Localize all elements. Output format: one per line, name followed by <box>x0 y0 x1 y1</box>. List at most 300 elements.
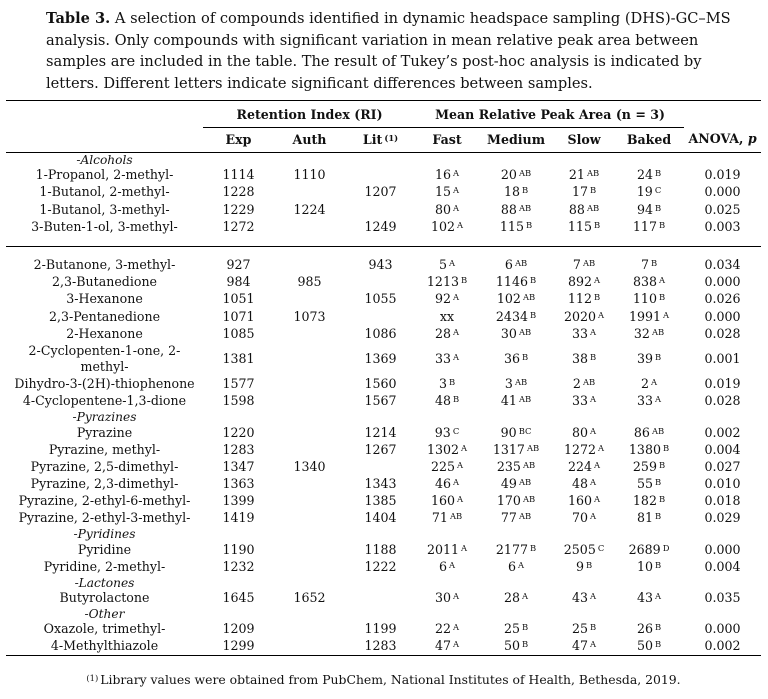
tukey-letter: A <box>518 559 525 570</box>
ri-lit-cell: 1249 <box>364 218 397 234</box>
tukey-letter: B <box>654 351 662 362</box>
ri-exp-cell: 1229 <box>222 201 255 217</box>
tukey-letter: B <box>658 219 666 230</box>
area-value: 33 <box>434 350 452 366</box>
ri-auth-cell <box>274 476 345 493</box>
col-lit-header <box>345 128 416 153</box>
area-value: 43 <box>571 590 589 606</box>
area-value: 110 <box>632 291 657 307</box>
area-medium-cell <box>478 274 554 291</box>
area-slow-cell <box>554 167 614 184</box>
area-medium-cell <box>478 376 554 393</box>
tukey-letter: AB <box>518 394 532 405</box>
tukey-letter: A <box>598 309 605 320</box>
area-value: 88 <box>568 201 585 217</box>
ri-auth-cell <box>274 424 345 441</box>
area-baked-cell <box>614 376 684 393</box>
area-value: 80 <box>571 424 589 440</box>
table-row <box>6 476 761 493</box>
area-value: 102 <box>496 291 521 307</box>
tukey-letter: A <box>590 511 597 522</box>
area-baked-cell <box>614 621 684 638</box>
area-fast-cell <box>416 326 478 343</box>
tukey-letter: AB <box>522 292 536 303</box>
area-value: 86 <box>633 424 650 440</box>
tukey-letter: B <box>662 442 670 453</box>
area-fast-cell <box>416 559 478 576</box>
ri-exp-cell: 1228 <box>222 184 255 200</box>
area-value: 117 <box>632 218 657 234</box>
area-value: 2177 <box>495 541 528 557</box>
ri-lit-cell: 1267 <box>364 441 397 457</box>
ri-lit-cell: 1404 <box>364 510 397 526</box>
area-medium-cell <box>478 590 554 607</box>
anova-cell: 0.000 <box>704 541 741 557</box>
tukey-letter: B <box>585 559 593 570</box>
tukey-letter: AB <box>582 377 596 388</box>
category-row <box>6 410 761 424</box>
area-value: 1991 <box>628 308 662 324</box>
tukey-letter: A <box>453 622 460 633</box>
tukey-letter: A <box>590 326 597 337</box>
ri-exp-cell: 1232 <box>222 558 255 574</box>
ri-exp-cell: 1209 <box>222 621 255 637</box>
tukey-letter: B <box>525 219 533 230</box>
ri-auth-cell <box>274 541 345 558</box>
table-row <box>6 541 761 558</box>
tukey-letter: AB <box>526 442 540 453</box>
table-row <box>6 621 761 638</box>
compound-name: Pyrazine, 2-ethyl-3-methyl- <box>18 510 191 526</box>
area-value: 224 <box>567 458 593 474</box>
anova-cell: 0.000 <box>704 308 741 324</box>
area-baked-cell <box>614 493 684 510</box>
ri-exp-cell: 1347 <box>222 458 255 474</box>
ri-lit-cell: 1207 <box>364 184 397 200</box>
area-value: 81 <box>636 510 653 526</box>
footnote-text: Library values were obtained from PubChem, National Institutes of Health, Bethesda, 2019. <box>100 672 681 687</box>
area-value: 32 <box>633 325 650 341</box>
anova-cell: 0.000 <box>704 621 741 637</box>
compound-name: Pyrazine <box>76 424 133 440</box>
area-value: 102 <box>430 218 456 234</box>
col-slow-header: Slow <box>554 128 614 153</box>
area-value: 77 <box>500 510 517 526</box>
ri-auth-cell: 985 <box>297 274 322 290</box>
tukey-letter: B <box>460 275 468 286</box>
area-value: 115 <box>567 218 592 234</box>
anova-cell: 0.018 <box>704 493 741 509</box>
area-fast-cell <box>416 376 478 393</box>
area-medium-cell <box>478 201 554 218</box>
area-value: 25 <box>503 621 520 637</box>
tukey-letter: B <box>529 309 537 320</box>
anova-cell: 0.004 <box>704 558 741 574</box>
area-value: 1146 <box>495 274 528 290</box>
area-slow-cell <box>554 541 614 558</box>
compound-name: 3-Hexanone <box>66 291 143 307</box>
table-row <box>6 459 761 476</box>
tukey-letter: A <box>590 477 597 488</box>
tukey-letter: B <box>589 351 597 362</box>
area-baked-cell <box>614 441 684 458</box>
table-body <box>6 153 761 656</box>
tukey-letter: B <box>589 185 597 196</box>
area-medium-cell <box>478 559 554 576</box>
area-baked-cell <box>614 638 684 656</box>
ri-exp-cell: 1399 <box>222 493 255 509</box>
area-value: 21 <box>568 167 585 183</box>
tukey-letter: AB <box>449 511 463 522</box>
area-value: 115 <box>499 218 524 234</box>
tukey-letter: A <box>449 559 456 570</box>
anova-cell: 0.003 <box>704 218 741 234</box>
ri-auth-cell <box>274 219 345 236</box>
category-row <box>6 527 761 541</box>
area-value: 225 <box>430 458 456 474</box>
area-medium-cell <box>478 219 554 236</box>
area-baked-cell <box>614 541 684 558</box>
table-row <box>6 441 761 458</box>
compound-name: Dihydro-3-(2H)-thiophenone <box>14 376 195 392</box>
table-row <box>6 590 761 607</box>
area-value: 3 <box>504 376 513 392</box>
compound-name: 1-Butanol, 3-methyl- <box>39 201 170 217</box>
area-medium-cell <box>478 393 554 410</box>
area-value: 26 <box>636 621 653 637</box>
table-row <box>6 257 761 274</box>
ri-exp-cell: 1299 <box>203 638 274 656</box>
area-value: 49 <box>500 476 517 492</box>
area-fast-cell <box>416 476 478 493</box>
compound-name: Pyrazine, 2-ethyl-6-methyl- <box>18 493 191 509</box>
area-medium-cell <box>478 541 554 558</box>
tukey-letter: A <box>651 377 658 388</box>
tukey-letter: AB <box>518 202 532 213</box>
area-value: 10 <box>636 558 653 574</box>
tukey-letter: A <box>457 219 464 230</box>
compound-name: 2,3-Butanedione <box>51 274 158 290</box>
area-fast-cell <box>416 201 478 218</box>
compound-name: Pyrazine, 2,5-dimethyl- <box>30 458 179 474</box>
area-slow-cell <box>554 493 614 510</box>
area-value: 15 <box>434 184 452 200</box>
ri-auth-cell <box>274 291 345 308</box>
spacer-row <box>6 246 761 257</box>
area-value: 2434 <box>495 308 528 324</box>
area-slow-cell <box>554 257 614 274</box>
area-medium-cell <box>478 291 554 308</box>
area-slow-cell <box>554 219 614 236</box>
ri-exp-cell: 984 <box>226 274 251 290</box>
ri-auth-cell <box>274 441 345 458</box>
ri-auth-cell <box>274 326 345 343</box>
tukey-letter: A <box>594 459 601 470</box>
tukey-letter: AB <box>514 377 528 388</box>
tukey-letter: B <box>654 477 662 488</box>
area-value: 1380 <box>628 441 661 457</box>
area-medium-cell <box>478 459 554 476</box>
area-value: 1317 <box>492 441 525 457</box>
tukey-letter: A <box>453 185 460 196</box>
area-slow-cell <box>554 559 614 576</box>
area-slow-cell <box>554 638 614 656</box>
ri-lit-cell: 1055 <box>364 291 397 307</box>
ri-lit-cell: 1214 <box>364 424 397 440</box>
area-fast-cell <box>416 167 478 184</box>
ri-exp-cell: 1577 <box>222 376 255 392</box>
area-fast-cell <box>416 219 478 236</box>
tukey-letter: B <box>521 351 529 362</box>
ri-lit-cell: 943 <box>368 257 393 273</box>
tukey-letter: B <box>654 559 662 570</box>
compound-name: 4-Methylthiazole <box>6 638 203 656</box>
col-lit-label: Lit <box>362 131 383 147</box>
area-fast-cell <box>416 638 478 656</box>
anova-cell: 0.035 <box>704 590 741 606</box>
area-value: 2 <box>572 376 581 392</box>
compound-name: Pyridine <box>77 541 132 557</box>
table-row <box>6 308 761 325</box>
tukey-letter: AB <box>651 326 665 337</box>
area-slow-cell <box>554 184 614 201</box>
tukey-letter: B <box>452 394 460 405</box>
ri-lit-cell: 1343 <box>364 476 397 492</box>
anova-cell: 0.010 <box>704 476 741 492</box>
area-value: 48 <box>571 476 589 492</box>
tukey-letter: B <box>658 459 666 470</box>
compound-name: 2-Butanone, 3-methyl- <box>33 257 176 273</box>
tukey-letter: A <box>453 326 460 337</box>
area-value: 70 <box>571 510 589 526</box>
tukey-letter: A <box>453 477 460 488</box>
tukey-letter: A <box>594 494 601 505</box>
area-value: 160 <box>567 493 593 509</box>
anova-cell: 0.001 <box>704 350 741 366</box>
area-slow-cell <box>554 308 614 325</box>
ri-exp-cell: 1085 <box>222 325 255 341</box>
area-value: 7 <box>640 257 649 273</box>
anova-cell: 0.026 <box>704 291 741 307</box>
ri-auth-cell <box>274 376 345 393</box>
anova-cell: 0.000 <box>704 274 741 290</box>
ri-auth-cell <box>274 559 345 576</box>
tukey-letter: A <box>461 442 468 453</box>
ri-auth-cell: 1110 <box>293 167 326 183</box>
ri-exp-cell: 1071 <box>222 308 255 324</box>
area-baked-cell <box>614 291 684 308</box>
table-row <box>6 510 761 527</box>
tukey-letter: B <box>650 258 658 269</box>
area-baked-cell <box>614 590 684 607</box>
area-value: 112 <box>567 291 592 307</box>
table-row <box>6 376 761 393</box>
ri-exp-cell: 1190 <box>222 541 255 557</box>
anova-cell: 0.029 <box>704 510 741 526</box>
area-value: 170 <box>496 493 521 509</box>
table-row <box>6 493 761 510</box>
anova-cell: 0.027 <box>704 458 741 474</box>
ri-auth-cell: 1224 <box>293 201 326 217</box>
compound-name: 3-Buten-1-ol, 3-methyl- <box>31 218 178 234</box>
area-value: 2689 <box>628 541 661 557</box>
tukey-letter: AB <box>518 168 532 179</box>
area-value: 38 <box>571 350 588 366</box>
area-value: 892 <box>567 274 593 290</box>
col-exp-header: Exp <box>203 128 274 153</box>
tukey-letter: B <box>521 639 529 650</box>
area-medium-cell <box>478 184 554 201</box>
area-slow-cell <box>554 376 614 393</box>
compound-name: Pyridine, 2-methyl- <box>43 558 166 574</box>
anova-cell: 0.028 <box>704 393 741 409</box>
ri-exp-cell: 1645 <box>222 590 255 606</box>
ri-lit-cell: 1385 <box>364 493 397 509</box>
area-value: 2020 <box>563 308 597 324</box>
area-value: 47 <box>434 638 452 654</box>
area-fast-cell <box>416 424 478 441</box>
category-label: -Lactones <box>74 575 135 590</box>
area-value: 71 <box>431 510 448 526</box>
tukey-letter: A <box>659 275 666 286</box>
area-fast-cell <box>416 257 478 274</box>
area-medium-cell <box>478 493 554 510</box>
area-slow-cell <box>554 291 614 308</box>
caption-text: A selection of compounds identified in dynamic headspace sampling (DHS)-GC–MS analysis. Only compounds with significant variation in mean relative peak area between samples are included in the table. The result of Tukey’s post-hoc analysis is indicated by letters. Different letters indicate significant differences between samples. <box>46 10 731 92</box>
area-value: 182 <box>632 493 657 509</box>
tukey-letter: AB <box>522 459 536 470</box>
ri-auth-cell: 1073 <box>293 308 326 324</box>
area-value: xx <box>439 308 455 324</box>
area-value: 259 <box>632 458 657 474</box>
area-slow-cell <box>554 459 614 476</box>
area-fast-cell <box>416 441 478 458</box>
table-header <box>6 101 761 153</box>
compounds-table <box>6 100 761 656</box>
area-baked-cell <box>614 201 684 218</box>
area-slow-cell <box>554 201 614 218</box>
area-value: 41 <box>500 393 517 409</box>
tukey-letter: A <box>655 591 662 602</box>
area-medium-cell <box>478 326 554 343</box>
ri-lit-cell <box>345 590 416 607</box>
ri-exp-cell: 1114 <box>222 167 255 183</box>
compound-name: Pyrazine, 2,3-dimethyl- <box>30 476 179 492</box>
tukey-letter: C <box>654 185 662 196</box>
col-fast-header: Fast <box>416 128 478 153</box>
tukey-letter: A <box>453 168 460 179</box>
ri-auth-cell <box>274 621 345 638</box>
area-slow-cell <box>554 393 614 410</box>
area-value: 28 <box>434 325 452 341</box>
area-baked-cell <box>614 219 684 236</box>
area-value: 1302 <box>426 441 460 457</box>
area-value: 235 <box>496 458 521 474</box>
ri-exp-cell: 1051 <box>222 291 255 307</box>
ri-auth-cell: 1652 <box>293 590 326 606</box>
tukey-letter: B <box>593 292 601 303</box>
tukey-letter: C <box>597 542 605 553</box>
tukey-letter: C <box>452 425 460 436</box>
tukey-letter: A <box>590 425 597 436</box>
tukey-letter: AB <box>582 258 596 269</box>
ri-auth-cell <box>274 257 345 274</box>
category-label: -Pyrazines <box>72 410 137 425</box>
ri-auth-cell <box>274 184 345 201</box>
table-caption <box>46 8 752 94</box>
tukey-letter: A <box>461 542 468 553</box>
area-baked-cell <box>614 257 684 274</box>
area-fast-cell <box>416 493 478 510</box>
ri-exp-cell: 1598 <box>222 393 255 409</box>
area-slow-cell <box>554 326 614 343</box>
area-value: 19 <box>636 184 653 200</box>
table-footnote <box>6 672 761 688</box>
area-slow-cell <box>554 274 614 291</box>
ri-lit-cell: 1283 <box>345 638 416 656</box>
tukey-letter: AB <box>586 202 600 213</box>
tukey-letter: A <box>457 459 464 470</box>
tukey-letter: AB <box>518 477 532 488</box>
area-value: 6 <box>507 558 516 574</box>
area-fast-cell <box>416 541 478 558</box>
tukey-letter: B <box>654 511 662 522</box>
area-baked-cell <box>614 343 684 376</box>
tukey-letter: B <box>654 622 662 633</box>
table-row <box>6 274 761 291</box>
area-value: 33 <box>636 393 654 409</box>
area-value: 838 <box>632 274 658 290</box>
footnote-mark: (1) <box>86 673 99 683</box>
ri-lit-cell: 1199 <box>364 621 397 637</box>
lit-footnote-mark: (1) <box>384 132 399 143</box>
ri-lit-cell: 1560 <box>364 376 397 392</box>
table-label: Table 3. <box>46 10 111 27</box>
table-row <box>6 219 761 236</box>
area-fast-cell <box>416 291 478 308</box>
tukey-letter: A <box>453 202 460 213</box>
tukey-letter: B <box>589 622 597 633</box>
tukey-letter: A <box>453 292 460 303</box>
area-medium-cell <box>478 257 554 274</box>
area-value: 93 <box>434 424 451 440</box>
ri-exp-cell: 1272 <box>222 218 255 234</box>
tukey-letter: A <box>594 275 601 286</box>
area-baked-cell <box>614 459 684 476</box>
area-baked-cell <box>614 559 684 576</box>
category-label: -Alcohols <box>76 153 133 167</box>
area-slow-cell <box>554 343 614 376</box>
area-value: 16 <box>434 167 452 183</box>
tukey-letter: B <box>658 494 666 505</box>
tukey-letter: A <box>522 591 529 602</box>
tukey-letter: A <box>449 258 456 269</box>
area-value: 3 <box>438 376 447 392</box>
col-auth-header: Auth <box>274 128 345 153</box>
area-value: 94 <box>636 201 653 217</box>
ri-lit-cell: 1369 <box>364 350 397 366</box>
anova-cell: 0.000 <box>704 184 741 200</box>
table-row <box>6 638 761 656</box>
area-medium-cell <box>478 441 554 458</box>
ri-auth-cell: 1340 <box>293 458 326 474</box>
area-value: 1272 <box>563 441 597 457</box>
area-group-header: Mean Relative Peak Area (n = 3) <box>416 101 684 128</box>
tukey-letter: A <box>663 309 670 320</box>
area-slow-cell <box>554 424 614 441</box>
compound-name: 2,3-Pentanedione <box>48 308 161 324</box>
area-value: 1213 <box>426 274 459 290</box>
